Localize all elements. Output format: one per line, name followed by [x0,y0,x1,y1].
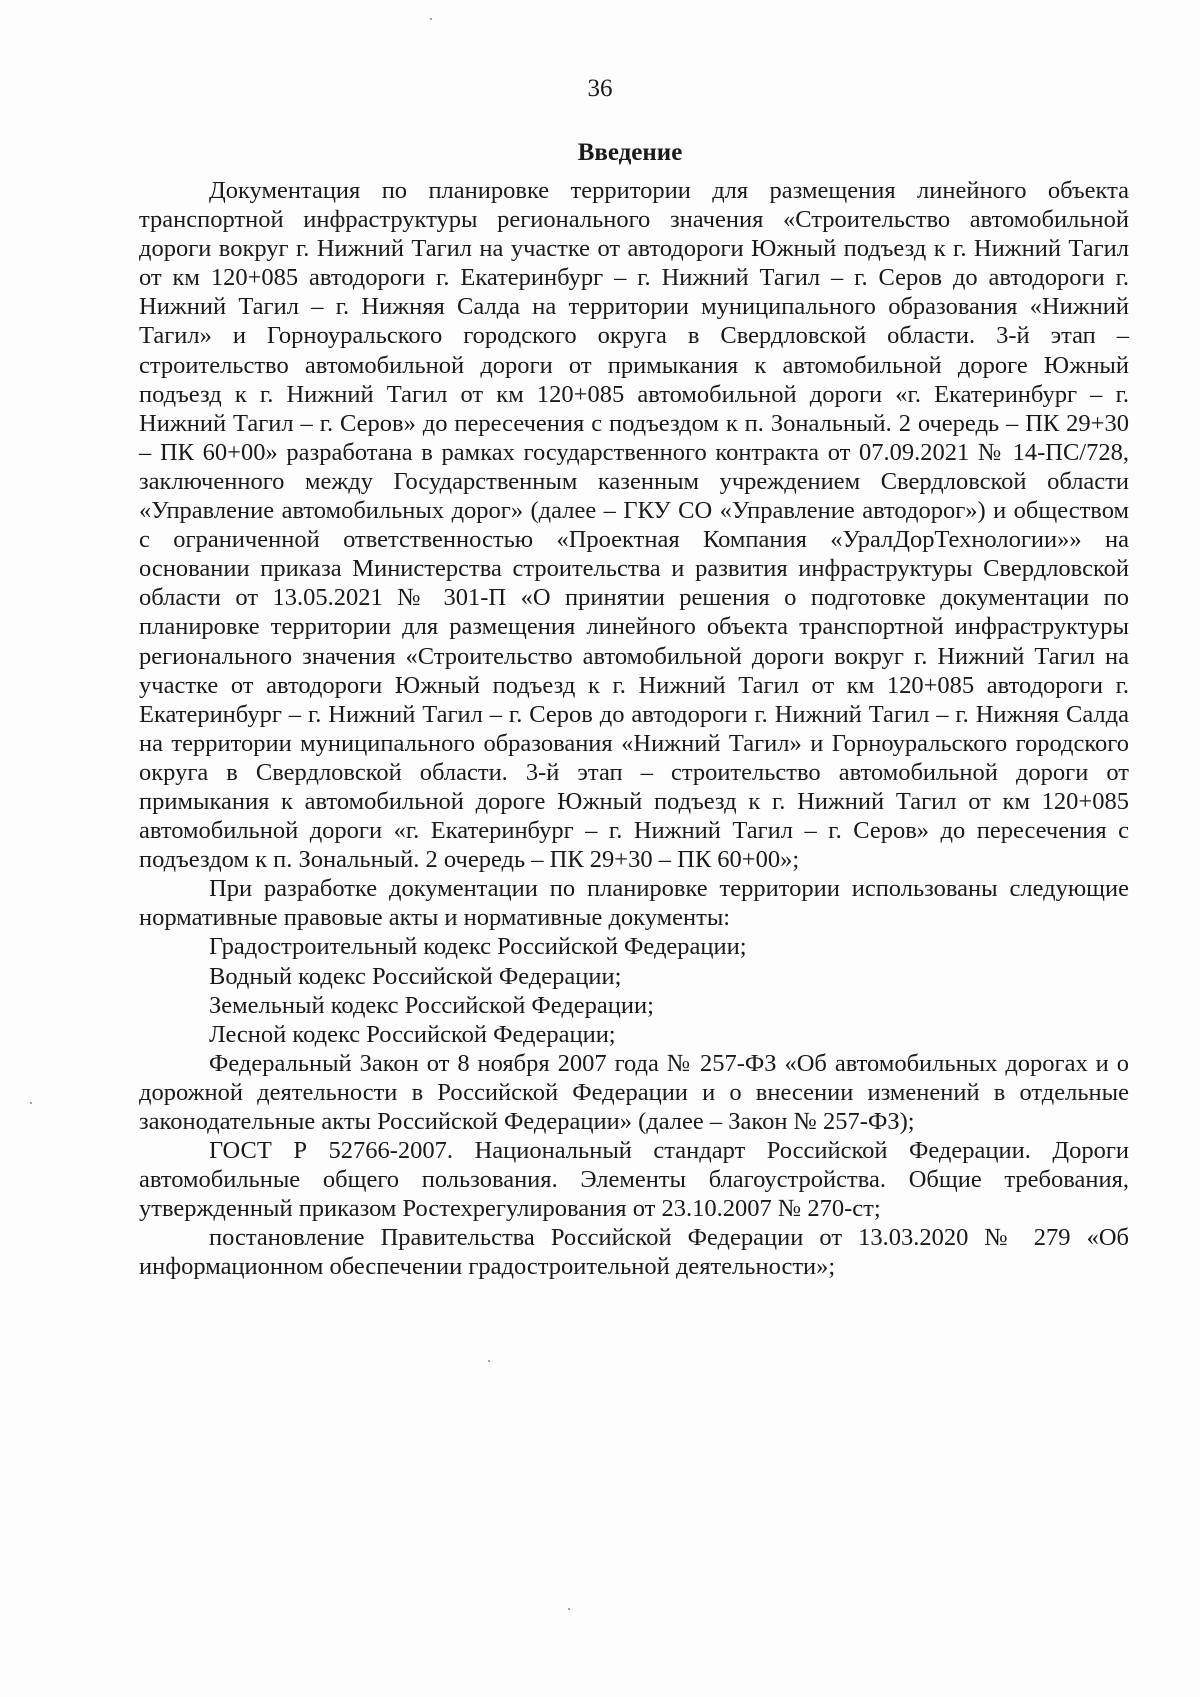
page-number: 36 [587,75,613,102]
scan-speck [430,18,432,20]
act-item-federal-law-257: Федеральный Закон от 8 ноября 2007 года № 257-ФЗ «Об автомобильных дорогах и о дорожной деятельности в Российской Федерации и о внесении изменений в отдельные законодательные акты Российской Федерации» (далее – Закон № 257-ФЗ); [139,1049,1129,1135]
act-item-forest-code: Лесной кодекс Российской Федерации; [209,1020,616,1048]
act-item-water-code: Водный кодекс Российской Федерации; [209,962,622,990]
scan-speck [568,1608,570,1610]
scan-speck [30,1102,32,1104]
acts-intro-paragraph: При разработке документации по планировке территории использованы следующие нормативные правовые акты и нормативные документы: [139,875,1129,932]
act-item-gost-52766: ГОСТ Р 52766-2007. Национальный стандарт Российской Федерации. Дороги автомобильные общего пользования. Элементы благоустройства. Общие требования, утвержденный приказом Ростехрегулирования от 23.10.2007 № 270-ст; [139,1137,1129,1223]
act-item-government-decree-279: постановление Правительства Российской Федерации от 13.03.2020 № 279 «Об информационном обеспечении градостроительной деятельности»; [139,1224,1129,1281]
act-item-urban-planning-code: Градостроительный кодекс Российской Федерации; [209,933,747,961]
document-body [139,176,1129,1282]
scan-speck [488,1360,490,1362]
act-item-land-code: Земельный кодекс Российской Федерации; [209,991,654,1019]
intro-paragraph: Документация по планировке территории для размещения линейного объекта транспортной инфраструктуры регионального значения «Строительство автомобильной дороги вокруг г. Нижний Тагил на участке от автодороги Южный подъезд к г. Нижний Тагил от км 120+085 автодороги г. Екатеринбург – г. Нижний Тагил – г. Серов до автодороги г. Нижний Тагил – г. Нижняя Салда на территории муниципального образования «Нижний Тагил» и Горноуральского городского округа в Свердловской области. 3-й этап – строительство автомобильной дороги от примыкания к автомобильной дороге Южный подъезд к г. Нижний Тагил от км 120+085 автомобильной дороги «г. Екатеринбург – г. Нижний Тагил – г. Серов» до пересечения с подъездом к п. Зональный. 2 очередь – ПК 29+30 – ПК 60+00» разработана в рамках государственного контракта от 07.09.2021 № 14-ПС/728, заключенного между Государственным казенным учреждением Свердловской области «Управление автомобильных дорог» (далее – ГКУ СО «Управление автодорог») и обществом с ограниченной ответственностью «Проектная Компания «УралДорТехнологии»» на основании приказа Министерства строительства и развития инфраструктуры Свердловской области от 13.05.2021 № 301-П «О принятии решения о подготовке документации по планировке территории для размещения линейного объекта транспортной инфраструктуры регионального значения «Строительство автомобильной дороги вокруг г. Нижний Тагил на участке от автодороги Южный подъезд к г. Нижний Тагил от км 120+085 автодороги г. Екатеринбург – г. Нижний Тагил – г. Серов до автодороги г. Нижний Тагил – г. Нижняя Салда на территории муниципального образования «Нижний Тагил» и Горноуральского городского округа в Свердловской области. 3-й этап – строительство автомобильной дороги от примыкания к автомобильной дороге Южный подъезд к г. Нижний Тагил от км 120+085 автомобильной дороги «г. Екатеринбург – г. Нижний Тагил – г. Серов» до пересечения с подъездом к п. Зональный. 2 очередь – ПК 29+30 – ПК 60+00»; [139,177,1129,874]
section-title: Введение [577,139,683,166]
